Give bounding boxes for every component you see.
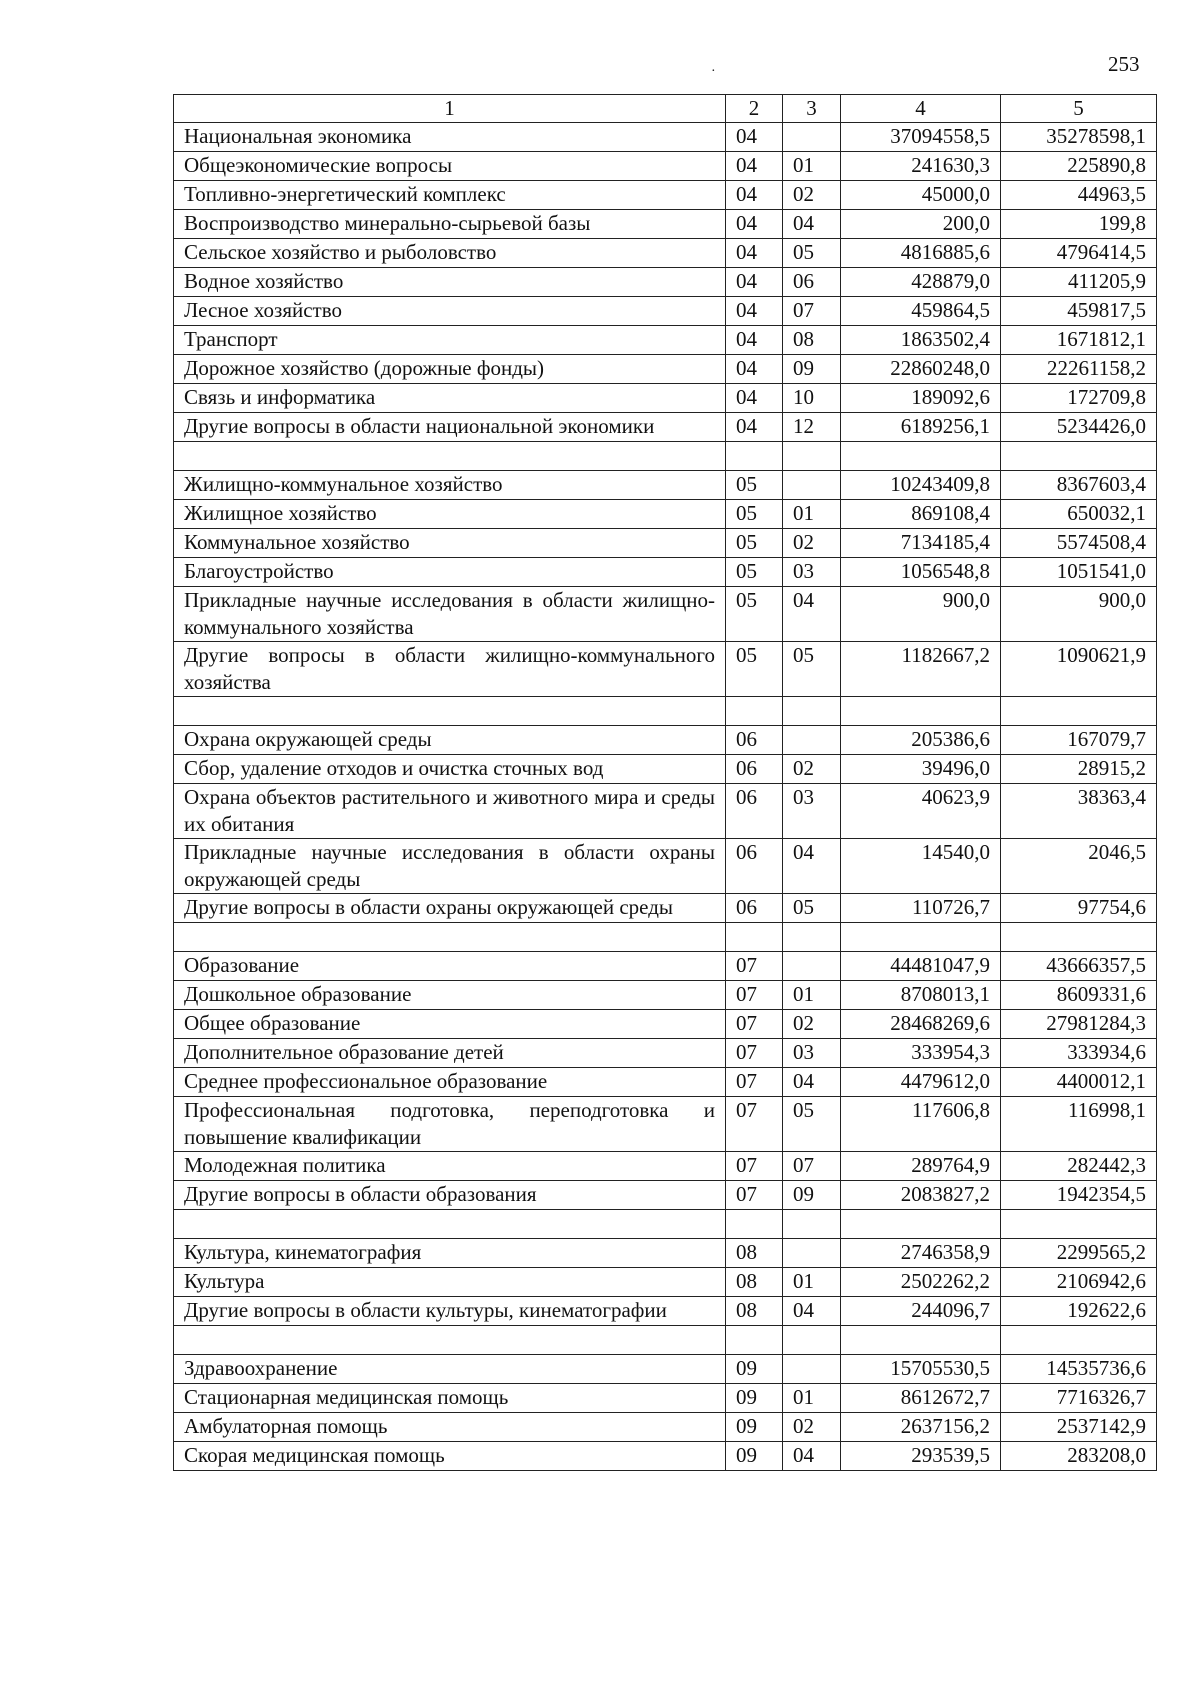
row-name-cell: Воспроизводство минерально-сырьевой базы — [174, 210, 726, 239]
section-code-cell: 04 — [726, 297, 783, 326]
table-row — [174, 413, 1157, 442]
subsection-code-cell: 04 — [783, 210, 841, 239]
value-col-5-cell: 2537142,9 — [1001, 1413, 1157, 1442]
empty-cell — [174, 1210, 726, 1239]
row-name-cell: Охрана окружающей среды — [174, 726, 726, 755]
table-row — [174, 784, 1157, 839]
value-col-4-cell: 1056548,8 — [841, 558, 1001, 587]
section-code-cell: 06 — [726, 755, 783, 784]
table-row — [174, 1010, 1157, 1039]
row-name-cell: Амбулаторная помощь — [174, 1413, 726, 1442]
header-row — [174, 95, 1157, 123]
table-body — [174, 123, 1157, 1471]
subsection-code-cell: 05 — [783, 1097, 841, 1152]
value-col-5-cell: 225890,8 — [1001, 152, 1157, 181]
table-row — [174, 1239, 1157, 1268]
empty-cell — [841, 1326, 1001, 1355]
value-col-5-cell: 650032,1 — [1001, 500, 1157, 529]
table-row — [174, 952, 1157, 981]
subsection-code-cell: 04 — [783, 1068, 841, 1097]
row-name-cell: Коммунальное хозяйство — [174, 529, 726, 558]
table-row — [174, 981, 1157, 1010]
section-code-cell: 07 — [726, 981, 783, 1010]
row-name-cell: Молодежная политика — [174, 1152, 726, 1181]
value-col-5-cell: 1051541,0 — [1001, 558, 1157, 587]
empty-cell — [1001, 442, 1157, 471]
value-col-5-cell: 2106942,6 — [1001, 1268, 1157, 1297]
row-name-cell: Лесное хозяйство — [174, 297, 726, 326]
subsection-code-cell — [783, 123, 841, 152]
empty-cell — [1001, 923, 1157, 952]
value-col-4-cell: 39496,0 — [841, 755, 1001, 784]
section-code-cell: 05 — [726, 471, 783, 500]
row-name-cell: Другие вопросы в области национальной экономики — [174, 413, 726, 442]
subsection-code-cell: 05 — [783, 239, 841, 268]
section-code-cell: 07 — [726, 1152, 783, 1181]
empty-cell — [1001, 1326, 1157, 1355]
empty-cell — [174, 1326, 726, 1355]
value-col-5-cell: 900,0 — [1001, 587, 1157, 642]
value-col-4-cell: 200,0 — [841, 210, 1001, 239]
value-col-5-cell: 333934,6 — [1001, 1039, 1157, 1068]
empty-cell — [174, 442, 726, 471]
value-col-5-cell: 44963,5 — [1001, 181, 1157, 210]
subsection-code-cell — [783, 1355, 841, 1384]
section-code-cell: 06 — [726, 726, 783, 755]
value-col-4-cell: 117606,8 — [841, 1097, 1001, 1152]
subsection-code-cell: 01 — [783, 500, 841, 529]
value-col-5-cell: 411205,9 — [1001, 268, 1157, 297]
value-col-5-cell: 1090621,9 — [1001, 642, 1157, 697]
section-code-cell: 08 — [726, 1297, 783, 1326]
subsection-code-cell: 05 — [783, 894, 841, 923]
section-code-cell: 08 — [726, 1268, 783, 1297]
value-col-4-cell: 7134185,4 — [841, 529, 1001, 558]
value-col-4-cell: 293539,5 — [841, 1442, 1001, 1471]
table-row — [174, 471, 1157, 500]
value-col-5-cell: 167079,7 — [1001, 726, 1157, 755]
subsection-code-cell: 03 — [783, 1039, 841, 1068]
row-name-cell: Другие вопросы в области культуры, кинематографии — [174, 1297, 726, 1326]
empty-cell — [174, 923, 726, 952]
subsection-code-cell: 02 — [783, 181, 841, 210]
section-code-cell: 04 — [726, 413, 783, 442]
section-code-cell: 04 — [726, 181, 783, 210]
table-row — [174, 326, 1157, 355]
header-col-1: 1 — [174, 95, 726, 123]
spacer-row — [174, 697, 1157, 726]
spacer-row — [174, 1326, 1157, 1355]
row-name-cell: Жилищное хозяйство — [174, 500, 726, 529]
value-col-4-cell: 333954,3 — [841, 1039, 1001, 1068]
spacer-row — [174, 442, 1157, 471]
value-col-4-cell: 2746358,9 — [841, 1239, 1001, 1268]
row-name-cell: Другие вопросы в области жилищно-коммунального хозяйства — [174, 642, 726, 697]
empty-cell — [841, 923, 1001, 952]
empty-cell — [783, 923, 841, 952]
header-col-5: 5 — [1001, 95, 1157, 123]
table-row — [174, 384, 1157, 413]
row-name-cell: Культура, кинематография — [174, 1239, 726, 1268]
value-col-5-cell: 5574508,4 — [1001, 529, 1157, 558]
subsection-code-cell: 02 — [783, 1413, 841, 1442]
subsection-code-cell: 02 — [783, 1010, 841, 1039]
value-col-4-cell: 428879,0 — [841, 268, 1001, 297]
value-col-4-cell: 110726,7 — [841, 894, 1001, 923]
empty-cell — [726, 923, 783, 952]
value-col-5-cell: 4400012,1 — [1001, 1068, 1157, 1097]
section-code-cell: 07 — [726, 1010, 783, 1039]
section-code-cell: 04 — [726, 123, 783, 152]
table-row — [174, 268, 1157, 297]
section-code-cell: 07 — [726, 1181, 783, 1210]
empty-cell — [1001, 697, 1157, 726]
value-col-5-cell: 459817,5 — [1001, 297, 1157, 326]
table-row — [174, 181, 1157, 210]
header-col-3: 3 — [783, 95, 841, 123]
subsection-code-cell: 03 — [783, 784, 841, 839]
subsection-code-cell — [783, 952, 841, 981]
value-col-4-cell: 40623,9 — [841, 784, 1001, 839]
row-name-cell: Общеэкономические вопросы — [174, 152, 726, 181]
value-col-5-cell: 283208,0 — [1001, 1442, 1157, 1471]
section-code-cell: 05 — [726, 642, 783, 697]
subsection-code-cell: 12 — [783, 413, 841, 442]
table-row — [174, 210, 1157, 239]
empty-cell — [783, 697, 841, 726]
section-code-cell: 04 — [726, 152, 783, 181]
section-code-cell: 09 — [726, 1355, 783, 1384]
value-col-4-cell: 869108,4 — [841, 500, 1001, 529]
subsection-code-cell: 02 — [783, 529, 841, 558]
subsection-code-cell: 04 — [783, 1442, 841, 1471]
subsection-code-cell: 08 — [783, 326, 841, 355]
value-col-4-cell: 22860248,0 — [841, 355, 1001, 384]
value-col-4-cell: 205386,6 — [841, 726, 1001, 755]
subsection-code-cell: 01 — [783, 152, 841, 181]
table-row — [174, 500, 1157, 529]
value-col-5-cell: 35278598,1 — [1001, 123, 1157, 152]
subsection-code-cell — [783, 471, 841, 500]
table-row — [174, 755, 1157, 784]
value-col-4-cell: 289764,9 — [841, 1152, 1001, 1181]
empty-cell — [783, 1210, 841, 1239]
value-col-5-cell: 5234426,0 — [1001, 413, 1157, 442]
table-row — [174, 1268, 1157, 1297]
value-col-4-cell: 241630,3 — [841, 152, 1001, 181]
section-code-cell: 09 — [726, 1413, 783, 1442]
table-row — [174, 1355, 1157, 1384]
subsection-code-cell: 07 — [783, 297, 841, 326]
table-header — [174, 95, 1157, 123]
table-row — [174, 894, 1157, 923]
empty-cell — [841, 1210, 1001, 1239]
section-code-cell: 05 — [726, 529, 783, 558]
subsection-code-cell: 04 — [783, 839, 841, 894]
subsection-code-cell: 10 — [783, 384, 841, 413]
table-row — [174, 529, 1157, 558]
value-col-4-cell: 244096,7 — [841, 1297, 1001, 1326]
table-row — [174, 642, 1157, 697]
table-row — [174, 1442, 1157, 1471]
section-code-cell: 04 — [726, 326, 783, 355]
table-row — [174, 1297, 1157, 1326]
value-col-4-cell: 189092,6 — [841, 384, 1001, 413]
value-col-5-cell: 2046,5 — [1001, 839, 1157, 894]
value-col-5-cell: 7716326,7 — [1001, 1384, 1157, 1413]
subsection-code-cell: 03 — [783, 558, 841, 587]
row-name-cell: Дорожное хозяйство (дорожные фонды) — [174, 355, 726, 384]
table-row — [174, 839, 1157, 894]
value-col-5-cell: 116998,1 — [1001, 1097, 1157, 1152]
section-code-cell: 07 — [726, 1068, 783, 1097]
header-col-2: 2 — [726, 95, 783, 123]
section-code-cell: 04 — [726, 268, 783, 297]
value-col-4-cell: 28468269,6 — [841, 1010, 1001, 1039]
section-code-cell: 07 — [726, 1039, 783, 1068]
row-name-cell: Дошкольное образование — [174, 981, 726, 1010]
table-row — [174, 239, 1157, 268]
table-row — [174, 558, 1157, 587]
value-col-5-cell: 1942354,5 — [1001, 1181, 1157, 1210]
section-code-cell: 06 — [726, 839, 783, 894]
spacer-row — [174, 1210, 1157, 1239]
subsection-code-cell — [783, 1239, 841, 1268]
budget-table — [173, 94, 1157, 1471]
row-name-cell: Благоустройство — [174, 558, 726, 587]
empty-cell — [841, 697, 1001, 726]
value-col-4-cell: 8612672,7 — [841, 1384, 1001, 1413]
subsection-code-cell: 01 — [783, 1268, 841, 1297]
subsection-code-cell: 06 — [783, 268, 841, 297]
value-col-5-cell: 14535736,6 — [1001, 1355, 1157, 1384]
section-code-cell: 07 — [726, 952, 783, 981]
value-col-4-cell: 2502262,2 — [841, 1268, 1001, 1297]
table-row — [174, 1097, 1157, 1152]
value-col-4-cell: 2083827,2 — [841, 1181, 1001, 1210]
value-col-5-cell: 27981284,3 — [1001, 1010, 1157, 1039]
table-row — [174, 297, 1157, 326]
row-name-cell: Связь и информатика — [174, 384, 726, 413]
section-code-cell: 04 — [726, 210, 783, 239]
value-col-5-cell: 282442,3 — [1001, 1152, 1157, 1181]
value-col-4-cell: 1182667,2 — [841, 642, 1001, 697]
empty-cell — [783, 1326, 841, 1355]
value-col-5-cell: 22261158,2 — [1001, 355, 1157, 384]
value-col-4-cell: 1863502,4 — [841, 326, 1001, 355]
empty-cell — [726, 697, 783, 726]
empty-cell — [1001, 1210, 1157, 1239]
section-code-cell: 04 — [726, 384, 783, 413]
row-name-cell: Общее образование — [174, 1010, 726, 1039]
section-code-cell: 05 — [726, 587, 783, 642]
spacer-row — [174, 923, 1157, 952]
empty-cell — [726, 1210, 783, 1239]
row-name-cell: Скорая медицинская помощь — [174, 1442, 726, 1471]
subsection-code-cell: 09 — [783, 355, 841, 384]
table-row — [174, 726, 1157, 755]
value-col-4-cell: 2637156,2 — [841, 1413, 1001, 1442]
subsection-code-cell: 05 — [783, 642, 841, 697]
table-row — [174, 587, 1157, 642]
row-name-cell: Здравоохранение — [174, 1355, 726, 1384]
subsection-code-cell — [783, 726, 841, 755]
row-name-cell: Национальная экономика — [174, 123, 726, 152]
table-row — [174, 1413, 1157, 1442]
subsection-code-cell: 02 — [783, 755, 841, 784]
value-col-4-cell: 8708013,1 — [841, 981, 1001, 1010]
row-name-cell: Транспорт — [174, 326, 726, 355]
row-name-cell: Водное хозяйство — [174, 268, 726, 297]
row-name-cell: Культура — [174, 1268, 726, 1297]
empty-cell — [726, 442, 783, 471]
table-row — [174, 1181, 1157, 1210]
section-code-cell: 09 — [726, 1384, 783, 1413]
row-name-cell: Топливно-энергетический комплекс — [174, 181, 726, 210]
value-col-4-cell: 900,0 — [841, 587, 1001, 642]
table-row — [174, 1068, 1157, 1097]
section-code-cell: 07 — [726, 1097, 783, 1152]
table-row — [174, 1384, 1157, 1413]
table-row — [174, 1039, 1157, 1068]
value-col-4-cell: 14540,0 — [841, 839, 1001, 894]
section-code-cell: 04 — [726, 355, 783, 384]
table-row — [174, 1152, 1157, 1181]
section-code-cell: 06 — [726, 784, 783, 839]
table-row — [174, 123, 1157, 152]
section-code-cell: 05 — [726, 558, 783, 587]
row-name-cell: Другие вопросы в области охраны окружающей среды — [174, 894, 726, 923]
row-name-cell: Дополнительное образование детей — [174, 1039, 726, 1068]
value-col-4-cell: 4816885,6 — [841, 239, 1001, 268]
empty-cell — [726, 1326, 783, 1355]
row-name-cell: Среднее профессиональное образование — [174, 1068, 726, 1097]
value-col-5-cell: 199,8 — [1001, 210, 1157, 239]
value-col-4-cell: 10243409,8 — [841, 471, 1001, 500]
value-col-4-cell: 44481047,9 — [841, 952, 1001, 981]
table-row — [174, 152, 1157, 181]
value-col-5-cell: 4796414,5 — [1001, 239, 1157, 268]
value-col-5-cell: 172709,8 — [1001, 384, 1157, 413]
value-col-5-cell: 1671812,1 — [1001, 326, 1157, 355]
value-col-5-cell: 8609331,6 — [1001, 981, 1157, 1010]
subsection-code-cell: 04 — [783, 587, 841, 642]
row-name-cell: Стационарная медицинская помощь — [174, 1384, 726, 1413]
value-col-4-cell: 459864,5 — [841, 297, 1001, 326]
value-col-5-cell: 2299565,2 — [1001, 1239, 1157, 1268]
row-name-cell: Прикладные научные исследования в области жилищно-коммунального хозяйства — [174, 587, 726, 642]
row-name-cell: Образование — [174, 952, 726, 981]
value-col-5-cell: 43666357,5 — [1001, 952, 1157, 981]
row-name-cell: Охрана объектов растительного и животного мира и среды их обитания — [174, 784, 726, 839]
header-col-4: 4 — [841, 95, 1001, 123]
empty-cell — [783, 442, 841, 471]
value-col-5-cell: 97754,6 — [1001, 894, 1157, 923]
section-code-cell: 06 — [726, 894, 783, 923]
empty-cell — [841, 442, 1001, 471]
table-row — [174, 355, 1157, 384]
section-code-cell: 05 — [726, 500, 783, 529]
section-code-cell: 09 — [726, 1442, 783, 1471]
value-col-5-cell: 192622,6 — [1001, 1297, 1157, 1326]
row-name-cell: Профессиональная подготовка, переподготовка и повышение квалификации — [174, 1097, 726, 1152]
subsection-code-cell: 07 — [783, 1152, 841, 1181]
value-col-4-cell: 6189256,1 — [841, 413, 1001, 442]
value-col-5-cell: 8367603,4 — [1001, 471, 1157, 500]
subsection-code-cell: 04 — [783, 1297, 841, 1326]
value-col-4-cell: 4479612,0 — [841, 1068, 1001, 1097]
value-col-4-cell: 45000,0 — [841, 181, 1001, 210]
value-col-4-cell: 37094558,5 — [841, 123, 1001, 152]
row-name-cell: Сельское хозяйство и рыболовство — [174, 239, 726, 268]
page-number: 253 — [1108, 52, 1140, 76]
row-name-cell: Сбор, удаление отходов и очистка сточных вод — [174, 755, 726, 784]
row-name-cell: Жилищно-коммунальное хозяйство — [174, 471, 726, 500]
row-name-cell: Прикладные научные исследования в области охраны окружающей среды — [174, 839, 726, 894]
subsection-code-cell: 01 — [783, 1384, 841, 1413]
subsection-code-cell: 01 — [783, 981, 841, 1010]
row-name-cell: Другие вопросы в области образования — [174, 1181, 726, 1210]
empty-cell — [174, 697, 726, 726]
value-col-4-cell: 15705530,5 — [841, 1355, 1001, 1384]
scan-mark: · — [711, 64, 716, 79]
subsection-code-cell: 09 — [783, 1181, 841, 1210]
section-code-cell: 08 — [726, 1239, 783, 1268]
value-col-5-cell: 38363,4 — [1001, 784, 1157, 839]
value-col-5-cell: 28915,2 — [1001, 755, 1157, 784]
section-code-cell: 04 — [726, 239, 783, 268]
